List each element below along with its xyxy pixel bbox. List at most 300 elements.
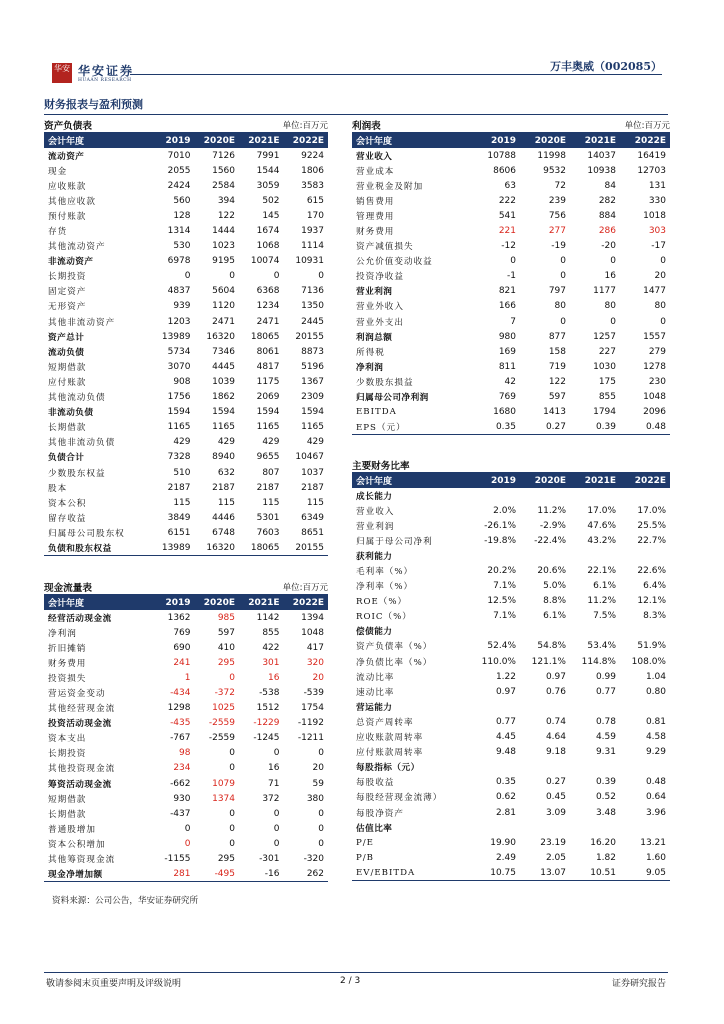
row-value: 72: [554, 180, 566, 191]
row-label: P/E: [356, 837, 374, 848]
row-value: 13.07: [520, 865, 570, 880]
row-label: P/B: [356, 852, 374, 863]
row-value: 2069: [256, 392, 280, 403]
row-value: 1413: [543, 407, 566, 418]
row-value: 0: [229, 763, 235, 774]
row-label: 资本公积增加: [48, 839, 106, 850]
row-value: 10074: [250, 256, 280, 267]
row-value: 20: [312, 763, 324, 774]
row-value: 42: [504, 376, 516, 387]
section-divider: [44, 114, 668, 115]
table-row: [352, 359, 670, 374]
row-value: 1037: [301, 467, 324, 478]
row-label: 营业成本: [356, 166, 395, 177]
row-value: 22.1%: [587, 566, 616, 577]
row-value: 9195: [212, 256, 235, 267]
row-value: 0: [318, 823, 324, 834]
row-value: 0.45: [545, 792, 566, 803]
table-row: [352, 193, 670, 208]
row-value: 7603: [256, 527, 280, 538]
table-row: [44, 670, 328, 685]
row-value: 1756: [167, 392, 191, 403]
row-value: -20: [601, 241, 616, 252]
row-value: 1068: [256, 241, 280, 252]
row-value: 12.5%: [487, 596, 516, 607]
row-value: 7328: [167, 452, 191, 463]
table-row: [44, 701, 328, 716]
row-value: 2096: [643, 407, 666, 418]
row-label: 营业收入: [356, 506, 395, 517]
row-value: 811: [498, 361, 516, 372]
table-row: [44, 163, 328, 178]
table-row: [44, 510, 328, 525]
row-value: 1674: [256, 226, 280, 237]
table-row: [44, 821, 328, 836]
header-cell-year: 2020E: [195, 133, 240, 148]
table-row: [352, 850, 670, 865]
row-value: 1314: [167, 226, 191, 237]
header-cell-year: 2019: [470, 473, 520, 488]
table-row: [44, 178, 328, 193]
row-value: 0: [229, 808, 235, 819]
row-value: 1048: [301, 627, 324, 638]
row-value: 1142: [256, 612, 280, 623]
row-value: 1367: [301, 376, 324, 387]
table-row: [44, 685, 328, 700]
row-value: 239: [548, 195, 566, 206]
row-value: [570, 488, 620, 503]
row-value: 0: [560, 256, 566, 267]
row-value: -1245: [253, 733, 280, 744]
row-value: 221: [498, 226, 516, 237]
row-value: 1394: [301, 612, 324, 623]
row-value: 84: [604, 180, 616, 191]
table-row: [44, 625, 328, 640]
row-value: 80: [554, 301, 566, 312]
row-value: -26.1%: [484, 520, 516, 531]
row-value: [520, 624, 570, 639]
row-value: [570, 699, 620, 714]
row-value: 1862: [212, 392, 235, 403]
row-value: -434: [170, 688, 191, 699]
row-value: [520, 699, 570, 714]
table-row: [44, 610, 328, 625]
table-row: [352, 344, 670, 359]
row-value: 1165: [167, 422, 191, 433]
row-value: 1560: [212, 165, 235, 176]
row-label: 留存收益: [48, 513, 87, 524]
row-value: 2187: [301, 482, 324, 493]
table-row: [44, 254, 328, 269]
table-row: [352, 714, 670, 729]
table-row: [352, 548, 670, 563]
row-value: 1374: [212, 793, 235, 804]
row-value: -538: [259, 688, 280, 699]
row-value: [520, 548, 570, 563]
row-value: 410: [217, 642, 235, 653]
row-value: -2559: [208, 718, 235, 729]
table-row: [352, 148, 670, 163]
row-value: -12: [501, 241, 516, 252]
row-value: 175: [598, 376, 616, 387]
table-row: [44, 405, 328, 420]
row-value: 131: [648, 180, 666, 191]
row-value: 281: [150, 867, 195, 882]
row-value: 128: [173, 210, 191, 221]
header-cell-label: 会计年度: [44, 595, 150, 610]
row-value: 0.39: [570, 420, 620, 435]
balance-sheet-title: 资产负债表: [44, 121, 92, 132]
row-label: 偿债能力: [356, 627, 393, 638]
row-label: 资本支出: [48, 734, 87, 745]
table-row: [44, 746, 328, 761]
row-value: 108.0%: [631, 656, 666, 667]
row-label: 营运资金变动: [48, 689, 106, 700]
row-value: 1350: [301, 301, 324, 312]
table-row: [44, 640, 328, 655]
header-cell-year: 2019: [150, 595, 195, 610]
row-value: 797: [548, 286, 566, 297]
row-value: 53.4%: [587, 641, 616, 652]
row-value: -17: [651, 241, 666, 252]
row-value: 47.6%: [587, 520, 616, 531]
table-row: [352, 163, 670, 178]
row-value: 1203: [167, 316, 191, 327]
row-value: [620, 488, 670, 503]
row-value: 1114: [301, 241, 324, 252]
header-cell-label: 会计年度: [44, 133, 150, 148]
table-row: [352, 254, 670, 269]
row-value: 166: [498, 301, 516, 312]
row-value: -662: [170, 778, 191, 789]
row-value: [620, 548, 670, 563]
row-value: 9532: [543, 165, 566, 176]
row-value: 3.96: [645, 807, 666, 818]
row-value: 0.97: [545, 671, 566, 682]
row-value: 0: [184, 823, 191, 834]
page-number: 2 / 3: [340, 976, 361, 986]
row-value: 0: [229, 823, 235, 834]
row-value: 25.5%: [637, 520, 666, 531]
row-value: 2.0%: [493, 505, 516, 516]
row-value: -301: [259, 854, 280, 865]
row-value: 3070: [167, 361, 191, 372]
table-row: [352, 314, 670, 329]
table-row: [44, 193, 328, 208]
row-value: 8940: [212, 452, 235, 463]
header-cell-label: 会计年度: [352, 133, 470, 148]
balance-table: [44, 133, 328, 556]
table-row: [44, 359, 328, 374]
row-value: 7: [510, 316, 516, 327]
row-label: 应收账款周转率: [356, 733, 424, 744]
row-value: 0: [510, 256, 516, 267]
header-cell-year: 2021E: [570, 133, 620, 148]
table-row: [352, 579, 670, 594]
row-value: 20: [654, 271, 666, 282]
row-label: 负债和股东权益: [44, 540, 150, 555]
table-row: [352, 503, 670, 518]
row-value: 7346: [212, 346, 235, 357]
row-label: 预付账款: [48, 211, 87, 222]
table-row: [44, 239, 328, 254]
row-label: 其他筹资现金流: [48, 855, 116, 866]
row-value: [570, 624, 620, 639]
table-row: [44, 716, 328, 731]
row-value: 59: [312, 778, 324, 789]
row-label: 其他非流动资产: [48, 317, 116, 328]
report-type: 证券研究报告: [611, 979, 666, 989]
row-value: 1.60: [645, 852, 666, 863]
row-label: 其他流动资产: [48, 242, 106, 253]
row-value: [470, 488, 520, 503]
header-cell-year: 2022E: [620, 473, 670, 488]
row-value: 1362: [167, 612, 191, 623]
row-value: 4.58: [645, 732, 666, 743]
row-value: 3849: [167, 512, 191, 523]
row-value: 295: [217, 657, 235, 668]
ratios-table: [352, 473, 670, 881]
row-value: -539: [303, 688, 324, 699]
header-cell-year: 2022E: [284, 133, 329, 148]
table-row: [352, 533, 670, 548]
row-value: -1: [507, 271, 516, 282]
row-value: [620, 820, 670, 835]
row-value: [470, 820, 520, 835]
row-value: 1165: [256, 422, 280, 433]
row-value: 855: [262, 627, 280, 638]
row-label: 净利润: [48, 628, 77, 639]
row-value: -19: [551, 241, 566, 252]
row-value: 9655: [256, 452, 280, 463]
table-row: [352, 488, 670, 503]
row-value: 0.77: [495, 716, 516, 727]
company-logo: [52, 63, 134, 83]
row-value: 6748: [212, 527, 235, 538]
row-value: 0: [560, 316, 566, 327]
row-label: 净利润: [356, 362, 384, 373]
row-label: 长期借款: [48, 809, 87, 820]
table-row: [352, 730, 670, 745]
row-value: 417: [306, 642, 324, 653]
row-label: 营业外支出: [356, 317, 404, 328]
row-label: 营运能力: [356, 702, 393, 713]
row-value: 541: [498, 210, 516, 221]
row-value: 1165: [212, 422, 235, 433]
table-header: [352, 473, 670, 488]
row-value: 4.45: [495, 732, 516, 743]
table-row: [44, 655, 328, 670]
row-value: 0: [318, 271, 324, 282]
row-value: [520, 820, 570, 835]
row-value: 8606: [493, 165, 516, 176]
row-value: [570, 760, 620, 775]
row-value: 908: [173, 376, 191, 387]
row-value: 0: [229, 672, 235, 683]
income-statement: [352, 118, 670, 435]
row-value: 282: [598, 195, 616, 206]
row-value: [470, 548, 520, 563]
row-value: 0: [229, 838, 235, 849]
row-value: 0.27: [520, 420, 570, 435]
row-value: 122: [548, 376, 566, 387]
data-source-note: 资料来源：公司公告，华安证券研究所: [52, 896, 199, 906]
row-value: 6349: [301, 512, 324, 523]
row-value: 7.5%: [593, 611, 616, 622]
row-value: 7010: [167, 150, 191, 161]
row-value: 17.0%: [637, 505, 666, 516]
row-value: 807: [262, 467, 280, 478]
row-value: 769: [173, 627, 191, 638]
row-label: 资本公积: [48, 498, 87, 509]
row-value: 16: [268, 672, 280, 683]
row-value: 855: [598, 392, 616, 403]
row-value: 320: [306, 657, 324, 668]
row-value: 16: [604, 271, 616, 282]
row-value: 6151: [167, 527, 191, 538]
row-value: 1: [184, 672, 191, 683]
row-value: -19.8%: [484, 535, 516, 546]
row-value: 2187: [167, 482, 191, 493]
row-value: 980: [498, 331, 516, 342]
row-label: 流动比率: [356, 672, 395, 683]
row-value: 12703: [637, 165, 666, 176]
row-value: 0: [318, 748, 324, 759]
row-value: 3.09: [545, 807, 566, 818]
row-value: 2.05: [545, 852, 566, 863]
row-value: 1048: [643, 392, 666, 403]
row-value: 115: [262, 497, 280, 508]
row-label: 资产总计: [48, 332, 85, 343]
row-label: EBITDA: [356, 407, 397, 418]
table-row: [352, 594, 670, 609]
row-value: 5196: [301, 361, 324, 372]
row-value: 115: [306, 497, 324, 508]
row-value: 3583: [301, 180, 324, 191]
row-label: 其他非流动负债: [48, 438, 116, 449]
row-label: 利润总额: [356, 332, 393, 343]
row-label: 公允价值变动收益: [356, 257, 433, 268]
row-value: 429: [173, 437, 191, 448]
table-header: [44, 133, 328, 148]
row-label: 非流动资产: [48, 257, 94, 268]
row-value: 20.6%: [537, 566, 566, 577]
row-label: 估值比率: [356, 823, 393, 834]
row-value: 510: [173, 467, 191, 478]
table-row: [44, 314, 328, 329]
cashflow-table: [44, 595, 328, 882]
table-row: [44, 223, 328, 238]
row-value: 301: [262, 657, 280, 668]
row-label: 每股收益: [356, 778, 395, 789]
row-value: 0.81: [645, 716, 666, 727]
row-value: 122: [217, 210, 235, 221]
row-value: 4817: [256, 361, 280, 372]
row-label: 负债合计: [48, 453, 85, 464]
row-value: 1234: [256, 301, 280, 312]
table-row: [44, 299, 328, 314]
row-value: 372: [262, 793, 280, 804]
row-value: 0: [610, 316, 616, 327]
row-value: 1594: [256, 407, 280, 418]
row-value: -1155: [164, 854, 191, 865]
row-value: 0.27: [545, 777, 566, 788]
row-value: 2471: [256, 316, 280, 327]
header-cell-year: 2019: [470, 133, 520, 148]
row-value: -495: [195, 867, 240, 882]
header-cell-label: 会计年度: [352, 473, 470, 488]
row-label: 流动负债: [48, 347, 85, 358]
row-value: [620, 699, 670, 714]
row-label: 少数股东权益: [48, 468, 106, 479]
row-label: 其他流动负债: [48, 393, 106, 404]
row-label: 归属母公司股东权: [48, 528, 125, 539]
row-value: 0.78: [595, 716, 616, 727]
table-row: [352, 760, 670, 775]
row-value: 1025: [212, 703, 235, 714]
row-value: 8.8%: [543, 596, 566, 607]
table-row: [44, 791, 328, 806]
row-value: 279: [648, 346, 666, 357]
row-value: 877: [548, 331, 566, 342]
table-row: [44, 420, 328, 435]
row-label: 销售费用: [356, 196, 395, 207]
table-row: [44, 540, 328, 555]
header-cell-year: 2021E: [239, 133, 284, 148]
row-value: 4446: [212, 512, 235, 523]
header-cell-year: 2020E: [195, 595, 240, 610]
row-value: -435: [170, 718, 191, 729]
table-row: [44, 852, 328, 867]
row-value: 11.2%: [537, 505, 566, 516]
row-value: 0.62: [495, 792, 516, 803]
row-value: 0: [229, 271, 235, 282]
row-label: 净利率（%）: [356, 582, 414, 593]
row-value: 1177: [593, 286, 616, 297]
row-value: 4837: [167, 286, 191, 297]
table-row: [352, 269, 670, 284]
row-value: [570, 820, 620, 835]
row-value: 0.80: [645, 686, 666, 697]
row-label: ROE（%）: [356, 597, 408, 608]
row-value: 560: [173, 195, 191, 206]
row-value: 632: [217, 467, 235, 478]
row-value: 7991: [256, 150, 280, 161]
row-value: 429: [262, 437, 280, 448]
disclaimer-note: 敬请参阅末页重要声明及评级说明: [46, 979, 182, 989]
row-value: 884: [598, 210, 616, 221]
row-label: 其他经营现金流: [48, 704, 116, 715]
table-row: [352, 223, 670, 238]
row-value: 241: [173, 657, 191, 668]
row-value: 63: [504, 180, 516, 191]
row-value: 0: [273, 808, 280, 819]
row-value: 0: [273, 748, 280, 759]
row-value: 3059: [256, 180, 280, 191]
row-value: 2.49: [495, 852, 516, 863]
row-value: 2424: [167, 180, 191, 191]
row-value: 170: [306, 210, 324, 221]
row-label: 营业税金及附加: [356, 181, 424, 192]
table-row: [352, 284, 670, 299]
footer-divider: [44, 972, 668, 973]
row-value: 1806: [301, 165, 324, 176]
row-value: 10931: [295, 256, 324, 267]
row-value: 2309: [301, 392, 324, 403]
table-row: [44, 329, 328, 344]
row-label: 净负债比率（%）: [356, 657, 433, 668]
cashflow-statement: [44, 580, 328, 882]
